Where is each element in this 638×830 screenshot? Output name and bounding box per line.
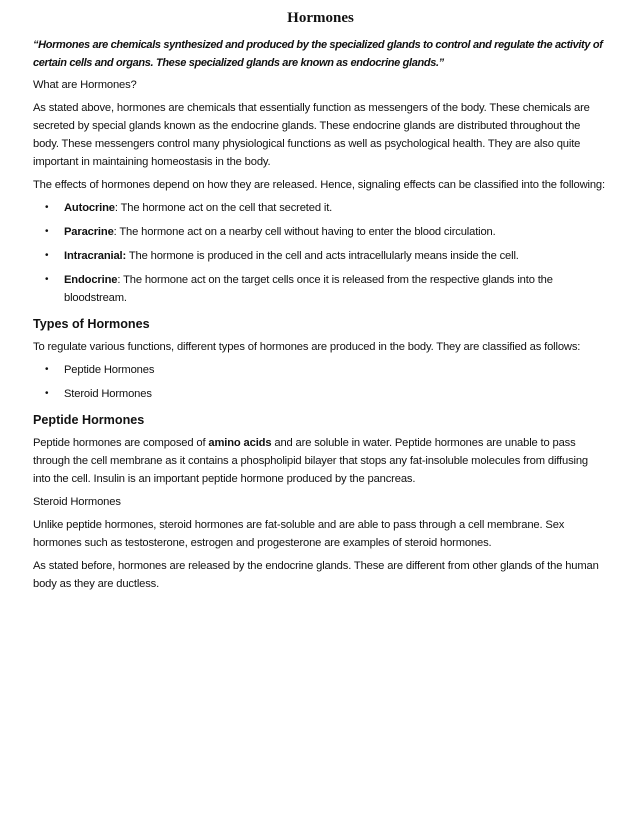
- term-separator: :: [114, 202, 121, 214]
- list-item-label: Peptide Hormones: [64, 364, 155, 376]
- bullet-icon: •: [45, 364, 49, 375]
- term: Paracrine: [64, 226, 114, 238]
- lead-quote: “Hormones are chemicals synthesized and produced by the specialized glands to control and regulate the activity of certain cells and organs. These specialized glands are known as endocrine glands.”: [33, 39, 603, 69]
- steroid-paragraph: Unlike peptide hormones, steroid hormones are fat-soluble and are able to pass through a cell membrane. Sex hormones such as testosterone, estrogen and progesterone are examples of steroid hormones.: [33, 519, 565, 549]
- bullet-icon: •: [45, 388, 49, 399]
- types-list: [33, 361, 608, 403]
- peptide-bold-term: amino acids: [208, 437, 272, 449]
- term-definition: The hormone act on the cell that secreted it.: [120, 202, 333, 214]
- term-definition: The hormone act on a nearby cell without having to enter the blood circulation.: [119, 226, 496, 238]
- intro-paragraph: As stated above, hormones are chemicals that essentially function as messengers of the body. These chemicals are secreted by special glands known as the endocrine glands. These endocrine glands are distributed throughout the body. These messengers control many physiological functions as well as psychological health. They are also quite important in maintaining homeostasis in the body.: [33, 102, 590, 168]
- term-definition: The hormone act on the target cells once it is released from the respective glands into the bloodstream.: [64, 274, 553, 304]
- section-heading-peptide: Peptide Hormones: [33, 413, 145, 427]
- list-item: [33, 361, 608, 379]
- section-heading-types: Types of Hormones: [33, 317, 150, 331]
- list-item: [33, 223, 608, 241]
- bullet-icon: •: [45, 250, 49, 261]
- list-item: [33, 271, 608, 307]
- effects-paragraph: The effects of hormones depend on how they are released. Hence, signaling effects can be classified into the following:: [33, 179, 605, 191]
- peptide-text-start: Peptide hormones are composed of: [33, 437, 209, 449]
- steroid-heading: Steroid Hormones: [33, 496, 121, 508]
- signaling-list: [33, 199, 608, 307]
- bullet-icon: •: [45, 274, 49, 285]
- term-separator: :: [113, 226, 120, 238]
- list-item: [33, 247, 608, 265]
- types-paragraph: To regulate various functions, different types of hormones are produced in the body. They are classified as follows:: [33, 341, 581, 353]
- term: Intracranial:: [64, 250, 127, 262]
- bullet-icon: •: [45, 202, 49, 213]
- bullet-icon: •: [45, 226, 49, 237]
- term-definition: The hormone is produced in the cell and acts intracellularly means inside the cell.: [128, 250, 519, 262]
- question-heading: What are Hormones?: [33, 79, 137, 91]
- list-item: [33, 385, 608, 403]
- page-title: Hormones: [287, 10, 354, 26]
- peptide-text-rest: and are soluble in water. Peptide hormones are unable to pass through the cell membrane as it contains a phospholipid bilayer that stops any fat-insoluble molecules from diffusing into the cell. Insulin is an important peptide hormone produced by the pancreas.: [33, 437, 588, 485]
- peptide-paragraph: [33, 434, 608, 488]
- term: Endocrine: [64, 274, 118, 286]
- term: Autocrine: [64, 202, 115, 214]
- final-paragraph: As stated before, hormones are released by the endocrine glands. These are different from other glands of the human body as they are ductless.: [33, 560, 599, 590]
- list-item: [33, 199, 608, 217]
- term-separator: :: [117, 274, 124, 286]
- list-item-label: Steroid Hormones: [64, 388, 152, 400]
